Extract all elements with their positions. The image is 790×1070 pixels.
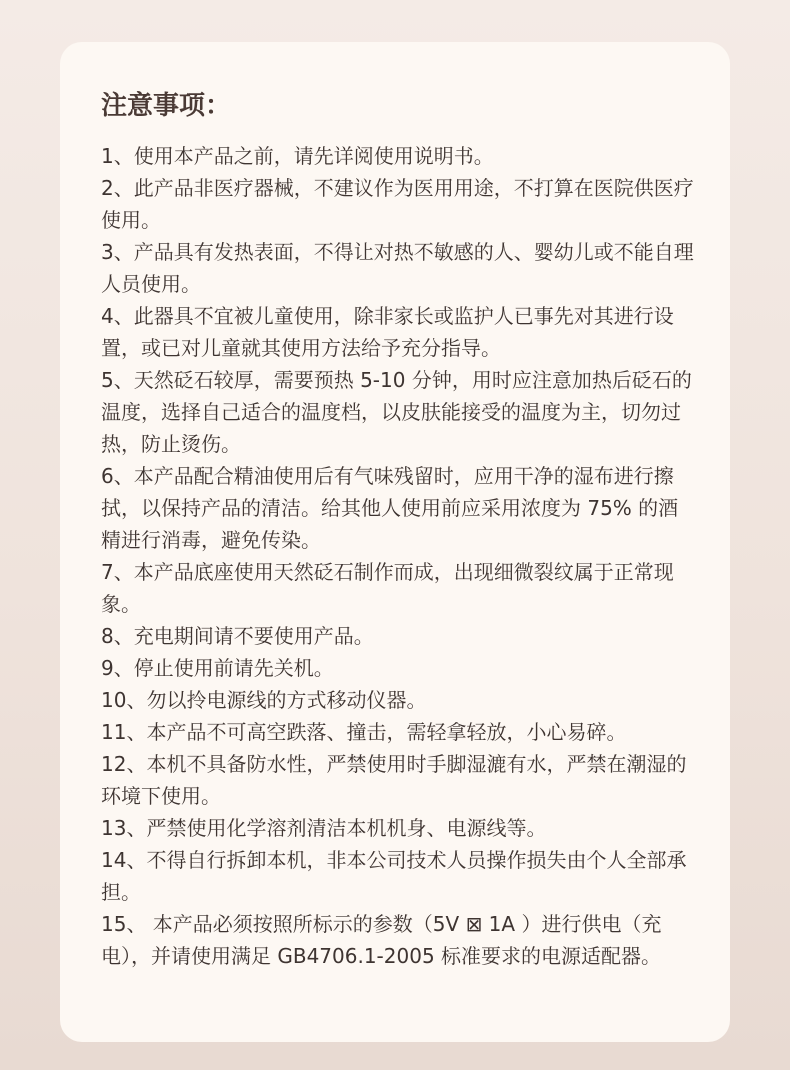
notice-item-11: 11、本产品不可高空跌落、撞击，需轻拿轻放，小心易碎。 [101, 720, 627, 744]
notice-title: 注意事项： [101, 91, 232, 121]
notice-item-4: 4、此器具不宜被儿童使用，除非家长或监护人已事先对其进行设置，或已对儿童就其使用方法给予充分指导。 [101, 304, 674, 360]
notice-item-12: 12、本机不具备防水性，严禁使用时手脚湿漉有水，严禁在潮湿的环境下使用。 [101, 752, 687, 808]
notice-item-1: 1、使用本产品之前，请先详阅使用说明书。 [101, 144, 494, 168]
notice-item-9: 9、停止使用前请先关机。 [101, 656, 334, 680]
notice-item-5: 5、天然砭石较厚，需要预热 5-10 分钟，用时应注意加热后砭石的温度，选择自己适合的温度档，以皮肤能接受的温度为主，切勿过热，防止烫伤。 [101, 368, 692, 456]
notice-list [101, 140, 696, 972]
notice-item-8: 8、充电期间请不要使用产品。 [101, 624, 374, 648]
notice-card [60, 42, 730, 1042]
notice-item-13: 13、严禁使用化学溶剂清洁本机机身、电源线等。 [101, 816, 547, 840]
notice-item-10: 10、勿以拎电源线的方式移动仪器。 [101, 688, 427, 712]
notice-item-14: 14、不得自行拆卸本机，非本公司技术人员操作损失由个人全部承担。 [101, 848, 687, 904]
notice-item-15: 15、 本产品必须按照所标示的参数（5V ⊠ 1A ）进行供电（充电），并请使用满足 GB4706.1-2005 标准要求的电源适配器。 [101, 912, 662, 968]
notice-item-6: 6、本产品配合精油使用后有气味残留时，应用干净的湿布进行擦拭，以保持产品的清洁。给其他人使用前应采用浓度为 75% 的酒精进行消毒，避免传染。 [101, 464, 679, 552]
notice-item-3: 3、产品具有发热表面，不得让对热不敏感的人、婴幼儿或不能自理人员使用。 [101, 240, 694, 296]
notice-item-2: 2、此产品非医疗器械，不建议作为医用用途，不打算在医院供医疗使用。 [101, 176, 694, 232]
notice-item-7: 7、本产品底座使用天然砭石制作而成，出现细微裂纹属于正常现象。 [101, 560, 674, 616]
